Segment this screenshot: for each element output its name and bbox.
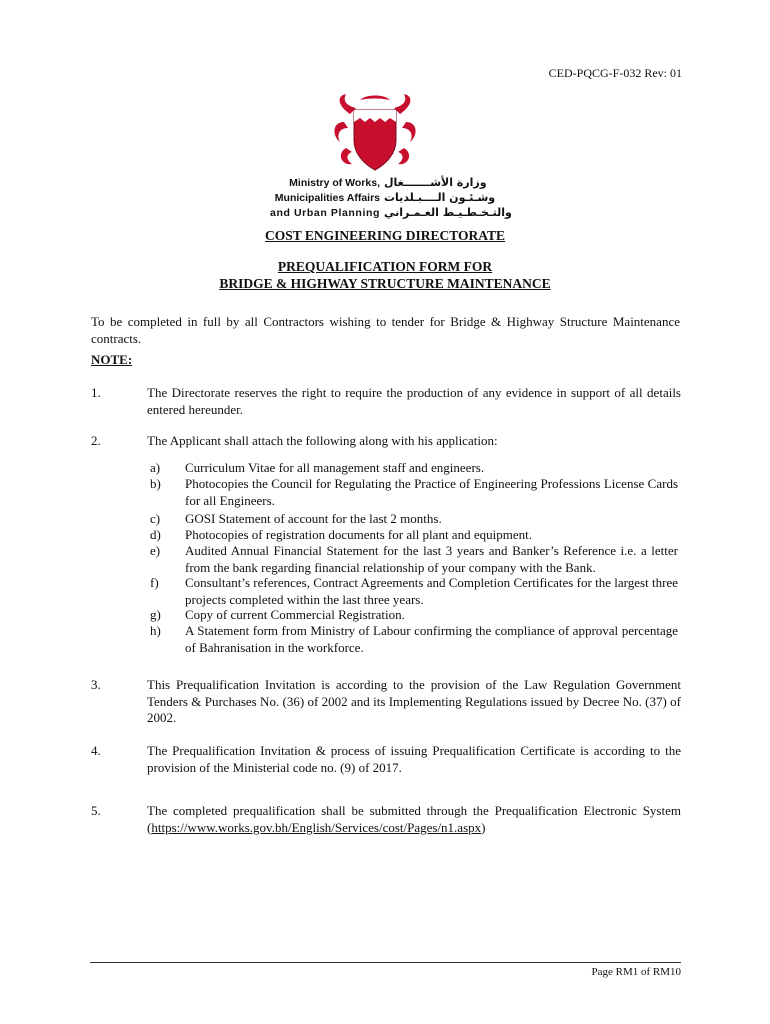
page-number: Page RM1 of RM10 [591,966,681,978]
attachment-letter: g) [150,607,161,622]
item-text: This Prequalification Invitation is according to the provision of the Law Regulation Government Tenders & Purchases No. (36) of 2002 and its Implementing Regulations issued by Decree No. (37) of 2002. [147,677,681,725]
note-label: NOTE: [91,352,133,367]
item-number: 3. [91,677,101,692]
attachment-letter: d) [150,527,161,542]
item-number: 4. [91,743,101,758]
item-number: 2. [91,433,101,448]
ministry-en-line: Municipalities Affairs [274,192,380,204]
document-code: CED-PQCG-F-032 Rev: 01 [548,66,682,80]
ministry-name-arabic [384,175,514,220]
item-text: The Applicant shall attach the following along with his application: [147,433,498,448]
attachment-text: A Statement form from Ministry of Labour confirming the compliance of approval percentage of Bahranisation in the workforce. [185,623,678,655]
attachment-letter: b) [150,476,161,491]
item-text-before: The completed prequalification shall be submitted through the Prequalification Electronic System ( [147,803,681,835]
ministry-en-line: Ministry of Works, [289,177,380,189]
attachment-text: Photocopies the Council for Regulating the Practice of Engineering Professions License Cards for all Engineers. [185,476,678,508]
item-number: 1. [91,385,101,400]
attachment-letter: a) [150,460,161,475]
form-title-line2: BRIDGE & HIGHWAY STRUCTURE MAINTENANCE [219,276,551,291]
bahrain-emblem-icon [330,92,420,178]
prequalification-system-link[interactable]: https://www.works.gov.bh/English/Services/cost/Pages/n1.aspx [151,819,482,835]
intro-paragraph: To be completed in full by all Contractors wishing to tender for Bridge & Highway Structure Maintenance contracts. [91,314,680,346]
attachment-text: Photocopies of registration documents for all plant and equipment. [185,527,532,542]
ministry-name-english [270,176,380,221]
attachment-text: GOSI Statement of account for the last 2 months. [185,511,442,526]
attachment-letter: c) [150,511,161,526]
ministry-ar-line: وشـئـون الــــبـلديات [384,191,496,204]
attachment-text: Consultant’s references, Contract Agreements and Completion Certificates for the largest three projects completed within the last three years. [185,575,678,607]
item-number: 5. [91,803,101,818]
item-text: The Prequalification Invitation & process of issuing Prequalification Certificate is according to the provision of the Ministerial code no. (9) of 2017. [147,743,681,775]
ministry-en-line: and Urban Planning [270,207,380,219]
item-text: The Directorate reserves the right to require the production of any evidence in support of all details entered hereunder. [147,385,681,417]
attachment-letter: f) [150,575,159,590]
attachment-letter: e) [150,543,161,558]
item-text-after: ) [481,819,486,835]
ministry-ar-line: والتـخـطـيـط العـمـراني [384,206,512,219]
attachment-text: Curriculum Vitae for all management staff and engineers. [185,460,485,475]
attachment-text: Audited Annual Financial Statement for the last 3 years and Banker’s Reference i.e. a letter from the bank regarding financial relationship of your company with the Bank. [185,543,678,575]
directorate-heading: COST ENGINEERING DIRECTORATE [264,228,506,243]
attachment-letter: h) [150,623,161,638]
form-title-line1: PREQUALIFICATION FORM FOR [277,259,493,274]
attachment-text: Copy of current Commercial Registration. [185,607,405,622]
item-text [147,803,681,836]
footer-divider [90,962,681,963]
ministry-ar-line: وزارة الأشـــــــغال [384,176,487,189]
